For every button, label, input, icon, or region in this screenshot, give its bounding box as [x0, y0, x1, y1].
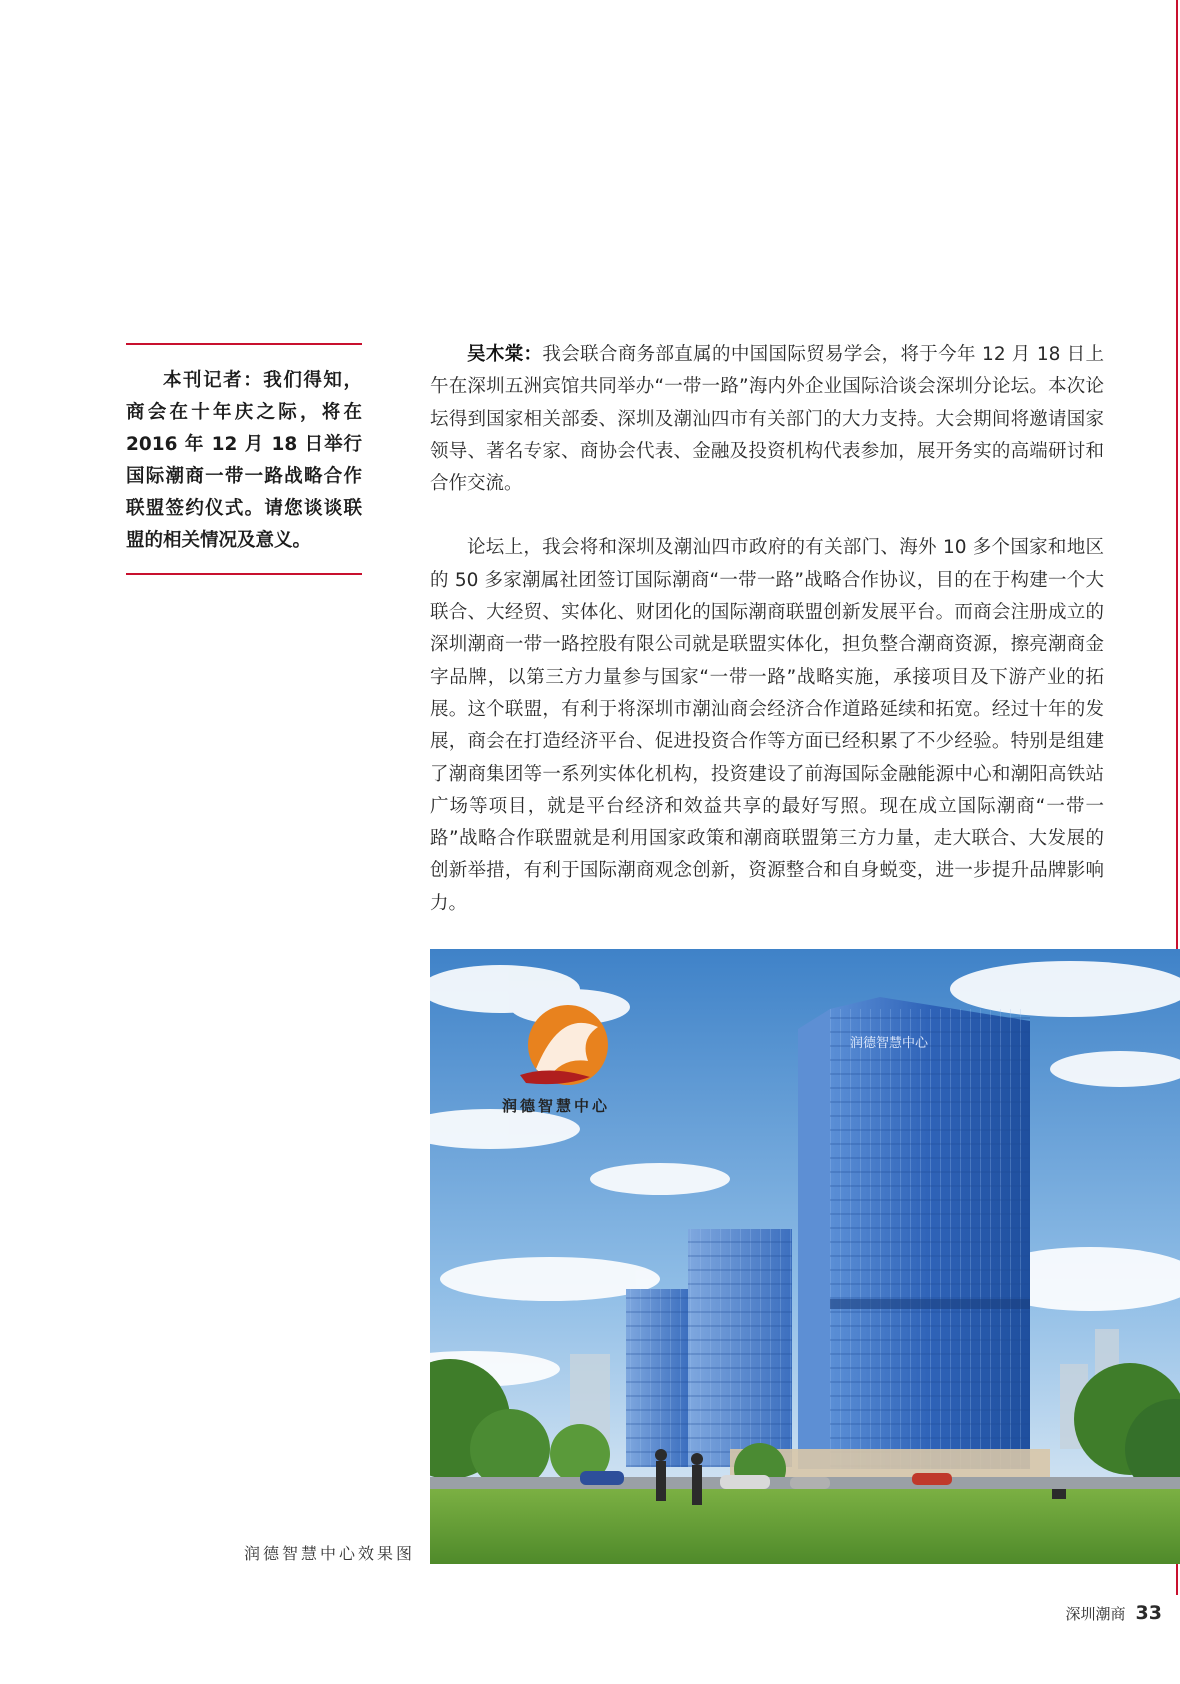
article-paragraph-2: 论坛上，我会将和深圳及潮汕四市政府的有关部门、海外 10 多个国家和地区的 50 多家潮属社团签订国际潮商“一带一路”战略合作协议，目的在于构建一个大联合、大经贸、实体化、财团化的国际潮商联盟创新发展平台。而商会注册成立的深圳潮商一带一路控股有限公司就是联盟实体化，担负整合潮商资源，擦亮潮商金字品牌，以第三方力量参与国家“一带一路”战略实施，承接项目及下游产业的拓展。这个联盟，有利于将深圳市潮汕商会经济合作道路延续和拓宽。经过十年的发展，商会在打造经济平台、促进投资合作等方面已经积累了不少经验。特别是组建了潮商集团等一系列实体化机构，投资建设了前海国际金融能源中心和潮阳高铁站广场等项目，就是平台经济和效益共享的最好写照。现在成立国际潮商“一带一路”战略合作联盟就是利用国家政策和潮商联盟第三方力量，走大联合、大发展的创新举措，有利于国际潮商观念创新，资源整合和自身蜕变，进一步提升品牌影响力。 — [430, 537, 1104, 914]
mid-tower — [688, 1229, 792, 1467]
speaker-name: 吴木棠： — [467, 344, 543, 365]
sidebar-question-box — [126, 343, 362, 575]
page-footer — [1066, 1602, 1162, 1624]
image-caption: 润德智慧中心效果图 — [244, 1544, 416, 1563]
main-tower — [798, 997, 1030, 1469]
interview-question: 本刊记者：我们得知，商会在十年庆之际，将在2016 年 12 月 18 日举行国际潮商一带一路战略合作联盟签约仪式。请您谈谈联盟的相关情况及意义。 — [126, 370, 362, 551]
sidebar-top-rule — [126, 343, 362, 345]
article-paragraph-1 — [430, 339, 1104, 500]
magazine-name: 深圳潮商 — [1065, 1605, 1126, 1623]
page-number: 33 — [1135, 1602, 1162, 1624]
logo-text: 润德智慧中心 — [502, 1097, 611, 1115]
lawn — [430, 1489, 1180, 1564]
sidebar-bottom-rule — [126, 573, 362, 575]
tower-sign: 润德智慧中心 — [850, 1036, 929, 1051]
article-body — [430, 339, 1104, 952]
paragraph-1-text: 我会联合商务部直属的中国国际贸易学会，将于今年 12 月 18 日上午在深圳五洲宾馆共同举办“一带一路”海内外企业国际洽谈会深圳分论坛。本次论坛得到国家相关部委、深圳及潮汕四市有关部门的大力支持。大会期间将邀请国家领导、著名专家、商协会代表、金融及投资机构代表参加，展开务实的高端研讨和合作交流。 — [430, 344, 1104, 495]
building-rendering-image — [430, 949, 1180, 1564]
small-tower — [626, 1289, 688, 1467]
